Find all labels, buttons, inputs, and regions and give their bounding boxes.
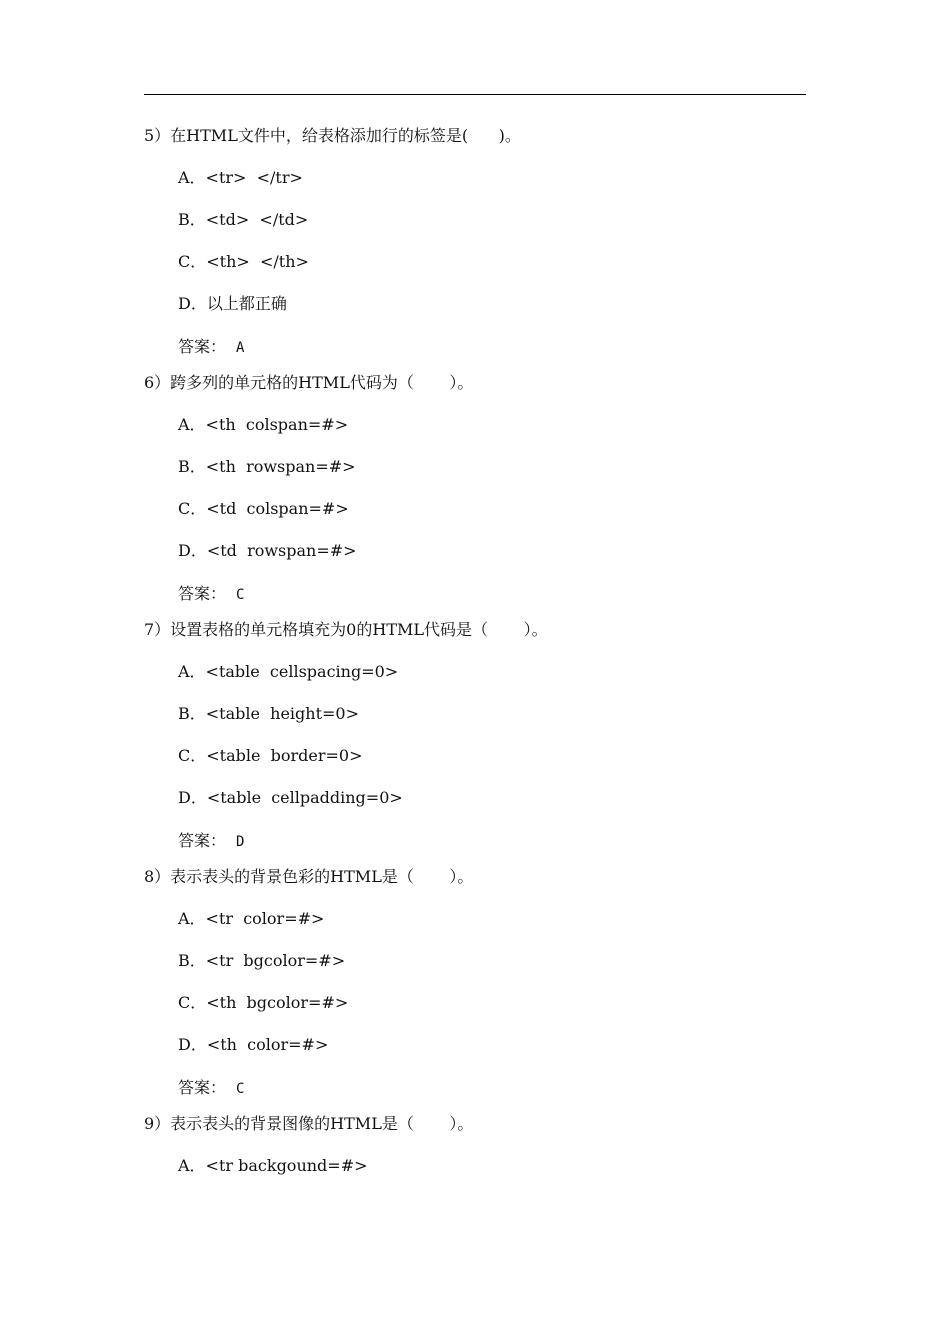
question-6-stem: 6）跨多列的单元格的HTML代码为（ ）。 [144,373,474,392]
header-rule [144,94,806,95]
question-9-option-a: A．<tr backgound=#> [178,1156,368,1175]
question-7-option-c: C．<table border=0> [178,746,363,765]
answer-value: C [236,1081,245,1097]
question-7-option-a: A．<table cellspacing=0> [178,662,399,681]
question-8-option-b: B．<tr bgcolor=#> [178,951,346,970]
question-8-option-d: D．<th color=#> [178,1035,329,1054]
question-6-option-d: D．<td rowspan=#> [178,541,357,560]
answer-label: 答案： [178,337,227,356]
question-7-option-b: B．<table height=0> [178,704,359,723]
question-7-stem: 7）设置表格的单元格填充为0的HTML代码是（ ）。 [144,620,548,639]
question-6-answer [178,583,244,606]
question-6-option-a: A．<th colspan=#> [178,415,349,434]
question-7-answer [178,830,244,853]
question-7-option-d: D．<table cellpadding=0> [178,788,403,807]
answer-value: A [236,340,245,356]
answer-value: D [236,834,245,850]
question-5-answer [178,336,244,359]
question-5-option-b: B．<td> </td> [178,210,309,229]
answer-label: 答案： [178,1078,227,1097]
question-9-stem: 9）表示表头的背景图像的HTML是（ ）。 [144,1114,474,1133]
question-8-option-a: A．<tr color=#> [178,909,325,928]
question-5-stem: 5）在HTML文件中，给表格添加行的标签是( )。 [144,126,521,145]
question-5-option-a: A．<tr> </tr> [178,168,303,187]
question-8-stem: 8）表示表头的背景色彩的HTML是（ ）。 [144,867,474,886]
answer-label: 答案： [178,831,227,850]
question-8-answer [178,1077,244,1100]
question-8-option-c: C．<th bgcolor=#> [178,993,349,1012]
question-6-option-b: B．<th rowspan=#> [178,457,356,476]
question-5-option-c: C．<th> </th> [178,252,309,271]
question-5-option-d: D．以上都正确 [178,294,287,313]
answer-label: 答案： [178,584,227,603]
answer-value: C [236,587,245,603]
question-6-option-c: C．<td colspan=#> [178,499,349,518]
